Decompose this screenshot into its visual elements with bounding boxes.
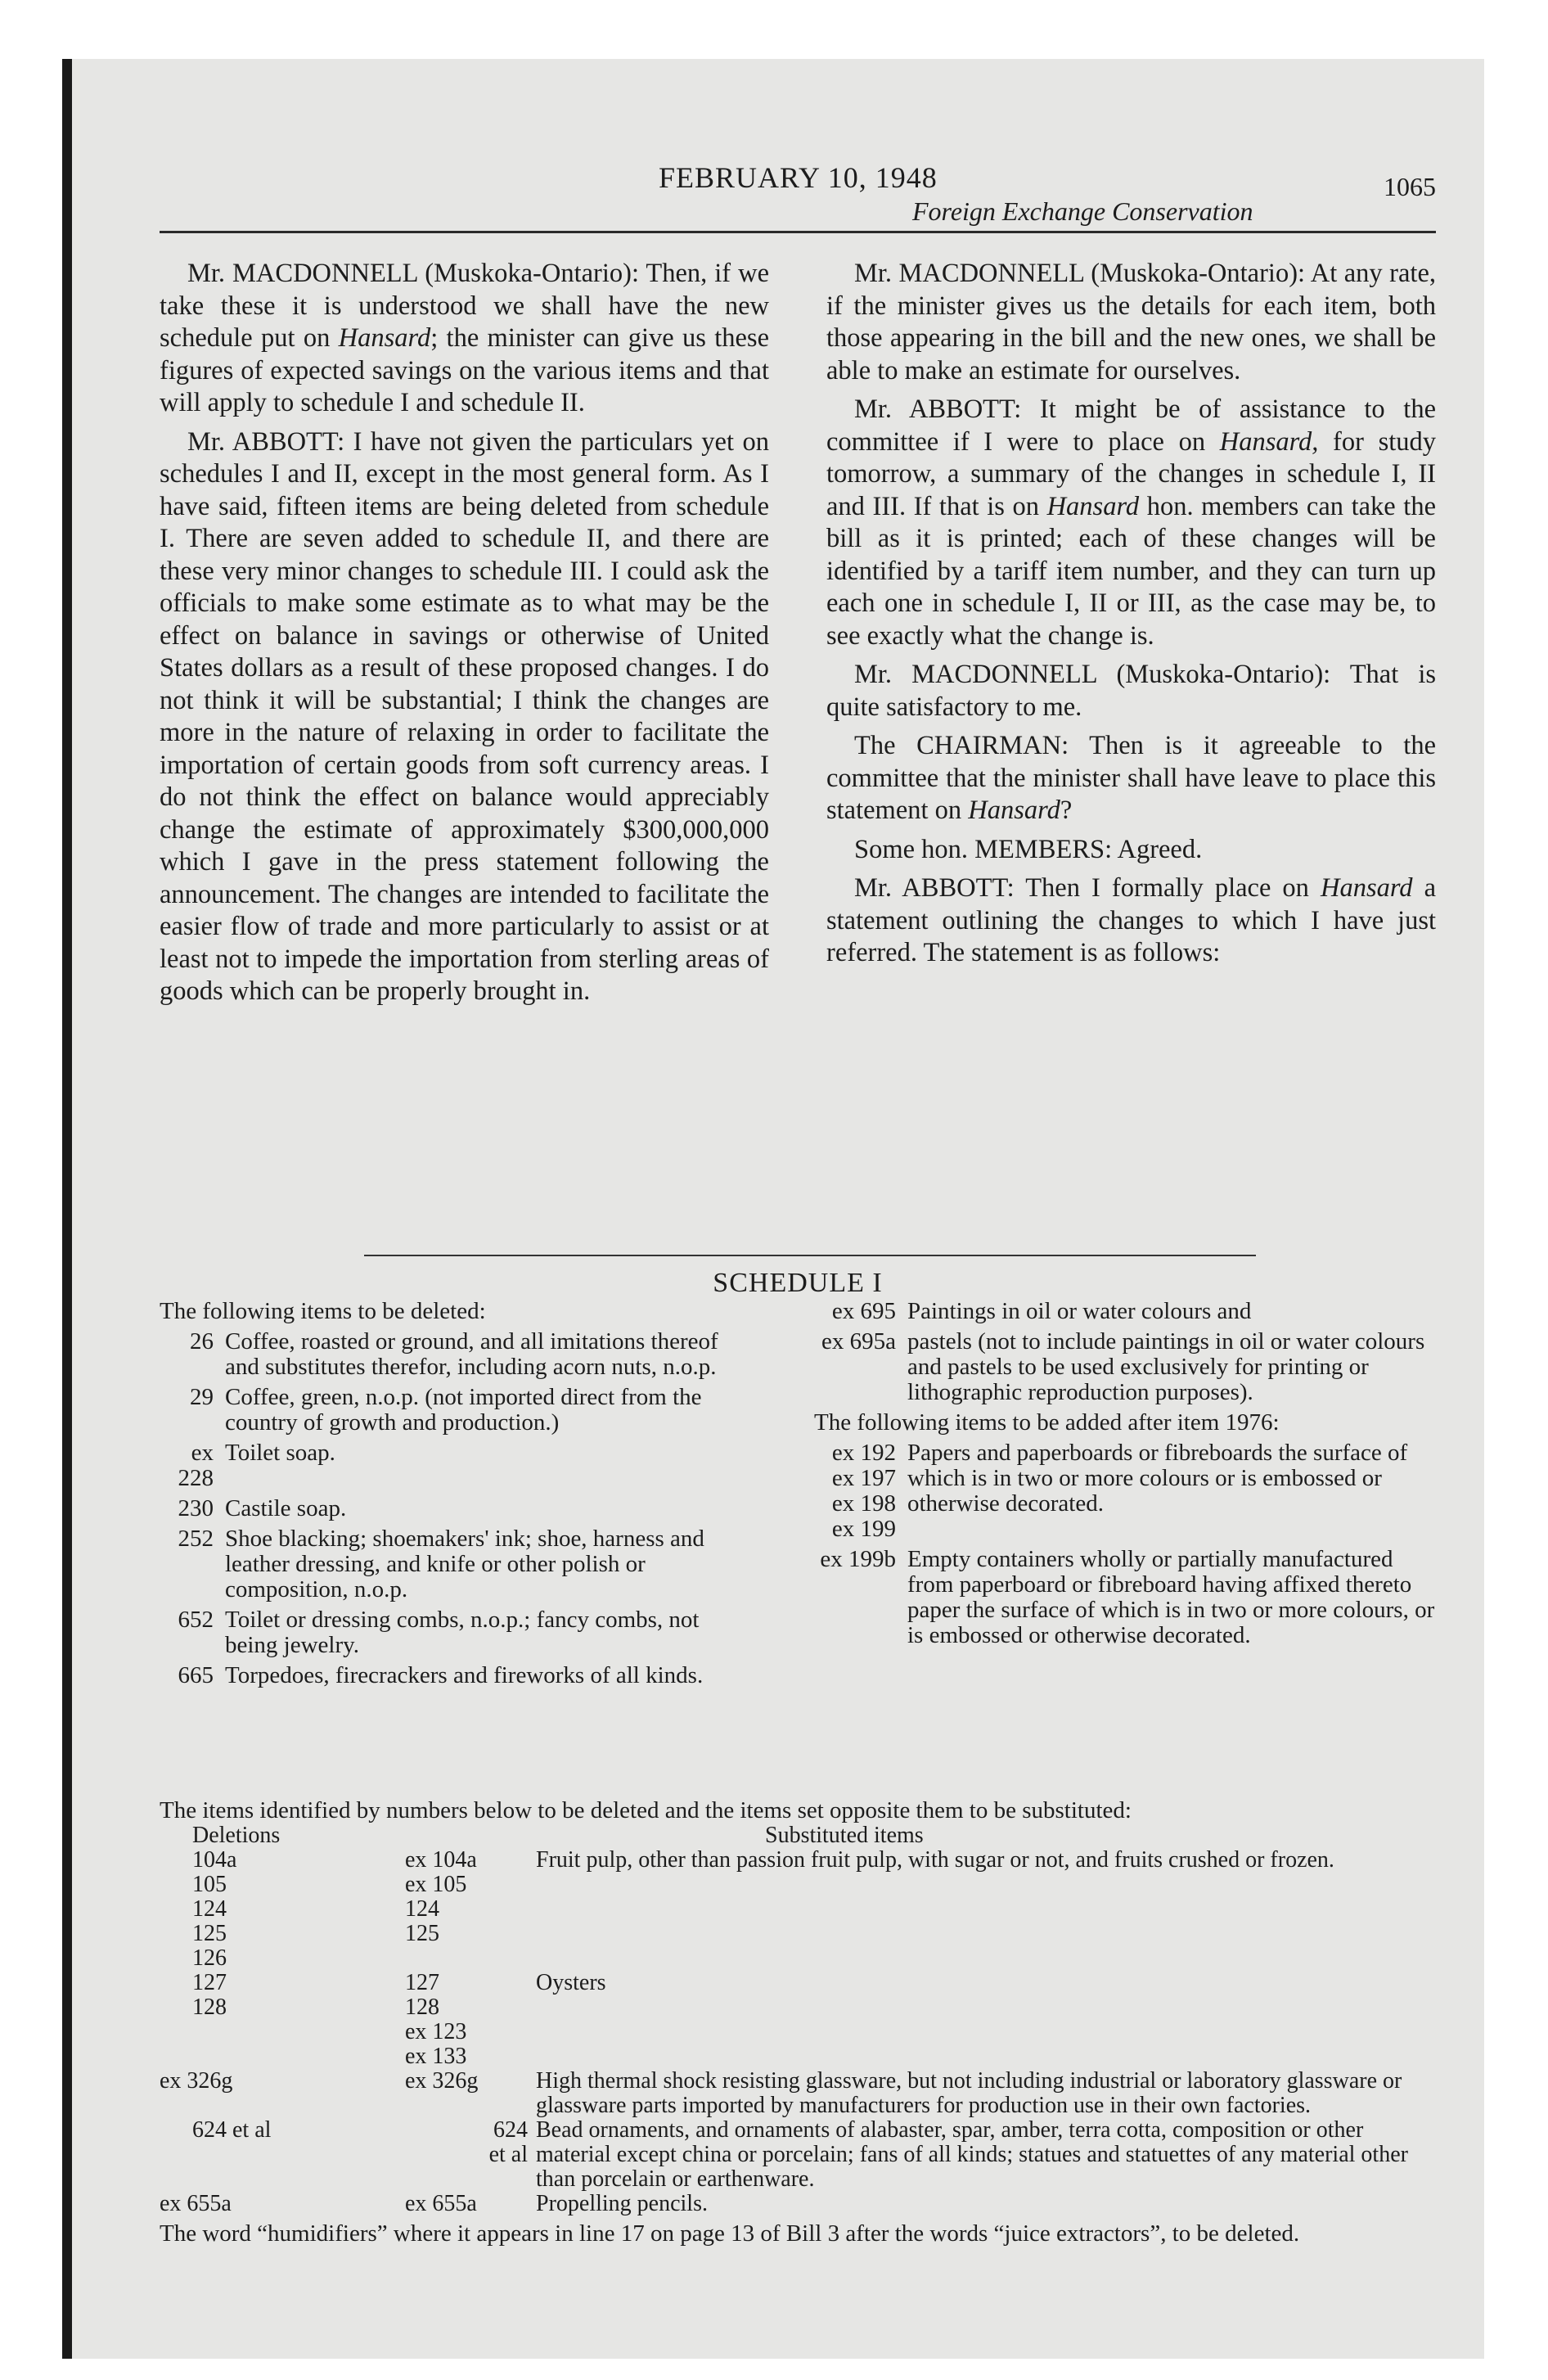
speech: Mr. ABBOTT: I have not given the particulars yet on schedules I and II, except in the most general form. As I have said, fifteen items are being deleted from schedule I. There are seven added to schedule II, and there are these very minor changes to schedule III. I could ask the officials to make some estimate as to what may be the effect on balance in savings or otherwise of United States dollars as a result of these proposed changes. I do not think it will be substantial; I think the changes are more in the nature of relaxing in order to facilitate the importation of certain goods from soft currency areas. I do not think the effect on balance would appreciably change the estimate of approximately $300,000,000 which I gave in the press statement following the announcement. The changes are intended to facilitate the easier flow of trade and more particularly to assist or at least not to impede the importation from sterling areas of goods which can be properly brought in. <box>160 426 769 1006</box>
substitution-intro: The items identified by numbers below to be deleted and the items set opposite them to be substituted: <box>160 1797 1132 1823</box>
list-item: ex 192 ex 197 ex 198 ex 199 Papers and paperboards or fibreboards the surface of which is in two or more colours or is embossed or otherwise decorated. <box>831 1440 1408 1542</box>
list-item: 252 Shoe blacking; shoemakers' ink; shoe, harness and leather dressing, and knife or other polish or composition, n.o.p. <box>178 1526 704 1602</box>
speech: Mr. MACDONNELL (Muskoka-Ontario): At any rate, if the minister gives us the details for each item, both those appearing in the bill and the new ones, we shall be able to make an estimate for ourselves. <box>826 259 1436 385</box>
list-item: 26 Coffee, roasted or ground, and all imitations thereof and substitutes therefor, including acorn nuts, n.o.p. <box>190 1328 718 1380</box>
substituted-label: Substituted items <box>765 1823 924 1848</box>
deleted-intro: The following items to be deleted: <box>160 1298 486 1324</box>
speech: The CHAIRMAN: Then is it agreeable to the committee that the minister shall have leave to place this statement on Hansard? <box>826 731 1436 825</box>
document-page <box>160 156 1436 2247</box>
section-divider <box>364 1255 1256 1256</box>
deletions-label: Deletions <box>192 1823 281 1848</box>
speech: Mr. ABBOTT: It might be of assistance to the committee if I were to place on Hansard, for study tomorrow, a summary of the changes in schedule I, II and III. If that is on Hansard hon. members can take the bill as it is printed; each of these changes will be identified by a tariff item number, and they can turn up each one in schedule I, II or III, as the case may be, to see exactly what the change is. <box>826 394 1437 651</box>
table-row: ex 655a ex 655a Propelling pencils. <box>160 2191 708 2216</box>
closing-note: The word “humidifiers” where it appears in line 17 on page 13 of Bill 3 after the words “juice extractors”, to be deleted. <box>160 2220 1300 2247</box>
speech: Mr. MACDONNELL (Muskoka-Ontario): That is quite satisfactory to me. <box>826 660 1437 722</box>
page-number: 1065 <box>1384 172 1436 201</box>
deleted-items-column <box>160 1299 749 1693</box>
list-item: 29 Coffee, green, n.o.p. (not imported direct from the country of growth and production.) <box>190 1384 702 1436</box>
list-item: 230 Castile soap. <box>178 1495 347 1521</box>
header-date: FEBRUARY 10, 1948 <box>659 161 938 194</box>
list-item: 665 Torpedoes, firecrackers and fireworks of all kinds. <box>178 1662 704 1688</box>
table-row: 104a 105 ex 104a ex 105 Fruit pulp, other than passion fruit pulp, with sugar or not, and fruits crushed or frozen. <box>192 1847 1334 1897</box>
substitution-table <box>160 1823 1436 2216</box>
schedule-lists <box>160 1299 1436 1798</box>
table-row: 124 125 126 127 128 124 125 127 128 ex 123 ex 133 Oysters <box>192 1896 606 2069</box>
left-column <box>160 258 769 1015</box>
list-item: ex 695 Paintings in oil or water colours and <box>831 1298 1252 1324</box>
speech: Mr. ABBOTT: Then I formally place on Hansard a statement outlining the changes to which I have just referred. The statement is as follows: <box>826 873 1436 967</box>
list-item: 652 Toilet or dressing combs, n.o.p.; fancy combs, not being jewelry. <box>178 1607 700 1658</box>
header-subtitle: Foreign Exchange Conservation <box>912 196 1253 226</box>
speech: Mr. MACDONNELL (Muskoka-Ontario): Then, if we take these it is understood we shall have the new schedule put on Hansard; the minister can give us these figures of expected savings on the various items and that will apply to schedule I and schedule II. <box>160 259 769 417</box>
list-item: ex 199b Empty containers wholly or partially manufactured from paperboard or fibreboard having affixed thereto paper the surface of which is in two or more colours, or is embossed or otherwise decorated. <box>820 1546 1435 1648</box>
added-items-column <box>814 1299 1436 1653</box>
substitution-section <box>160 1798 1436 2247</box>
schedule-title: SCHEDULE I <box>713 1268 883 1298</box>
right-column <box>826 258 1436 976</box>
page-header <box>160 156 1436 233</box>
table-row: 624 et al 624 et al Bead ornaments, and ornaments of alabaster, spar, amber, terra cotta, composition or other material except china or porcelain; fans of all kinds; statues and statuettes of any material other than porcelain or earthenware. <box>192 2117 1408 2192</box>
debate-columns <box>160 258 1436 1264</box>
table-row: ex 326g ex 326g High thermal shock resisting glassware, but not including industrial or laboratory glassware or glassware parts imported by manufacturers for production use in their own factories. <box>160 2068 1402 2118</box>
added-intro: The following items to be added after item 1976: <box>814 1409 1280 1436</box>
speech: Some hon. MEMBERS: Agreed. <box>854 834 1203 864</box>
list-item: ex 228 Toilet soap. <box>178 1440 335 1491</box>
list-item: ex 695a pastels (not to include paintings in oil or water colours and pastels to be used exclusively for printing or lithographic reproduction purposes). <box>821 1328 1425 1405</box>
